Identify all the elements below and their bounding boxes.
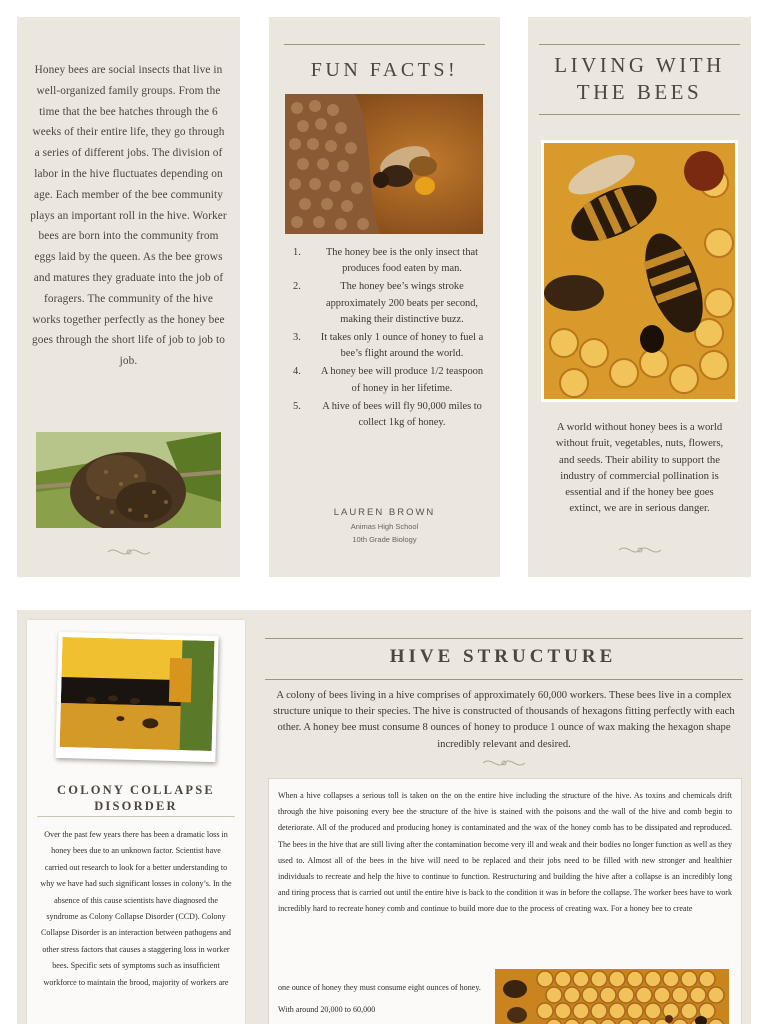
divider bbox=[265, 638, 743, 639]
ccd-title: COLONY COLLAPSE DISORDER bbox=[57, 783, 215, 813]
ornament-swirl bbox=[481, 756, 527, 770]
bee-swarm-photo bbox=[36, 432, 221, 528]
living-title-line1: LIVING WITH bbox=[554, 53, 725, 77]
bees-on-honeycomb-photo bbox=[541, 140, 738, 402]
divider bbox=[284, 44, 485, 45]
hive-entrance-photo bbox=[55, 632, 218, 762]
list-item: 4. A honey bee will produce 1/2 teaspoon of honey in her lifetime. bbox=[287, 364, 487, 396]
panel-hive-structure bbox=[17, 610, 751, 1024]
living-text: A world without honey bees is a world without fruit, vegetables, nuts, flowers, and seeds. Their ability to support the industry of commercial pollination is essential and if the honey bee goes extinct, we are in serious danger. bbox=[555, 421, 724, 515]
author-school: Animas High School bbox=[350, 522, 419, 531]
ccd-body: Over the past few years there has been a dramatic loss in honey bees due to an unknown factor. Scientist have carried out research to look for a better understanding to why we have had such significant losses in colony’s. In the absence of this cause scientists have diagnosed the syndrome as Colony Collapse Disorder (CCD). Colony Collapse Disorder is an interaction between pathogens and other stress factors that causes a staggering loss in worker bees. Specific sets of symptoms such as insufficient workforce to maintain the brood, majority of workers are bbox=[40, 830, 232, 987]
fact-text: A hive of bees will fly 90,000 miles to collect 1kg of honey. bbox=[322, 400, 482, 429]
fact-text: A honey bee will produce 1/2 teaspoon of honey in her lifetime. bbox=[320, 366, 484, 394]
divider bbox=[265, 679, 743, 680]
hive-body-continued: one ounce of honey they must consume eight ounces of honey. With around 20,000 to 60,000 bbox=[278, 983, 481, 1014]
author-class: 10th Grade Biology bbox=[352, 535, 417, 544]
living-title-line2: THE BEES bbox=[576, 80, 703, 104]
intro-text: Honey bees are social insects that live in well-organized family groups. From the time that the bee hatches through the 6 weeks of their entire life, they go through a series of different jobs. The division of labor in the hive fluctuates depending on age. Each member of the bee community plays an important roll in the hive. Worker bees are born into the community from eggs laid by the queen. As the bee grows and matures they graduate into the job of foragers. The community of the hive works together perfectly as the honey bee goes through the short life of job to job to job. bbox=[30, 64, 227, 368]
divider bbox=[539, 44, 740, 45]
honeycomb-photo bbox=[495, 969, 729, 1024]
fun-facts-list bbox=[287, 245, 487, 433]
divider bbox=[37, 816, 235, 817]
divider bbox=[539, 114, 740, 115]
author-name: LAUREN BROWN bbox=[333, 507, 436, 518]
ornament-swirl bbox=[617, 543, 663, 557]
hive-intro: A colony of bees living in a hive comprises of approximately 60,000 workers. These bees live in a complex structure unique to their species. The hive is constructed of thousands of hexagons fitting perfectly with each other. A honey bee must consume 8 ounces of honey to produce 1 ounce of wax making the hexagon shape incredibly relevant and desired. bbox=[273, 690, 735, 750]
fact-text: The honey bee is the only insect that produces food eaten by man. bbox=[325, 247, 479, 275]
panel-fun-facts bbox=[269, 17, 500, 577]
list-item: 3. It takes only 1 ounce of honey to fuel a bee’s flight around the world. bbox=[287, 330, 487, 362]
ccd-card bbox=[27, 620, 245, 1024]
hive-structure-title: HIVE STRUCTURE bbox=[389, 646, 617, 667]
list-item: 2. The honey bee’s wings stroke approximately 200 beats per second, making their distinctive buzz. bbox=[287, 279, 487, 328]
list-item: 5. A hive of bees will fly 90,000 miles to collect 1kg of honey. bbox=[287, 399, 487, 431]
hive-text-box bbox=[268, 778, 742, 1024]
panel-living-with-bees bbox=[528, 17, 751, 577]
hive-body: When a hive collapses a serious toll is taken on the on the entire hive including the structure of the hive. As toxins and chemicals drift through the hive poisoning every bee the structure of the hive is stained with the poisons and the wall of the hive and comb begin to deteriorate. All of the produced and producing honey is contaminated and the wax of the honey comb has to be dissipated and reproduced. The bees in the hive that are still living after the contamination become very ill and weak and their bodies no longer function as well as they used to. Almost all of the bees in the hive will need to be replaced and their jobs need to be filled with new stronger and healthier individuals to recreate and help the hive to continue to function. Restructuring and building the hive after a collapse is an incredibly long and tiring process that is carried out until the entire hive is back to the condition it was in before the collapse. The worker bees have to work incredibly hard to recreate honey comb and continue to build more due to the process of creating wax. For a honey bee to create bbox=[278, 791, 732, 914]
fact-text: It takes only 1 ounce of honey to fuel a bee’s flight around the world. bbox=[320, 332, 484, 360]
list-item: 1. The honey bee is the only insect that produces food eaten by man. bbox=[287, 245, 487, 277]
fact-text: The honey bee’s wings stroke approximately 200 beats per second, making their distinctive buzz. bbox=[325, 281, 479, 325]
bee-comb-photo bbox=[285, 94, 483, 234]
ornament-swirl bbox=[106, 545, 152, 559]
panel-intro bbox=[17, 17, 240, 577]
fun-facts-title: FUN FACTS! bbox=[310, 59, 459, 81]
